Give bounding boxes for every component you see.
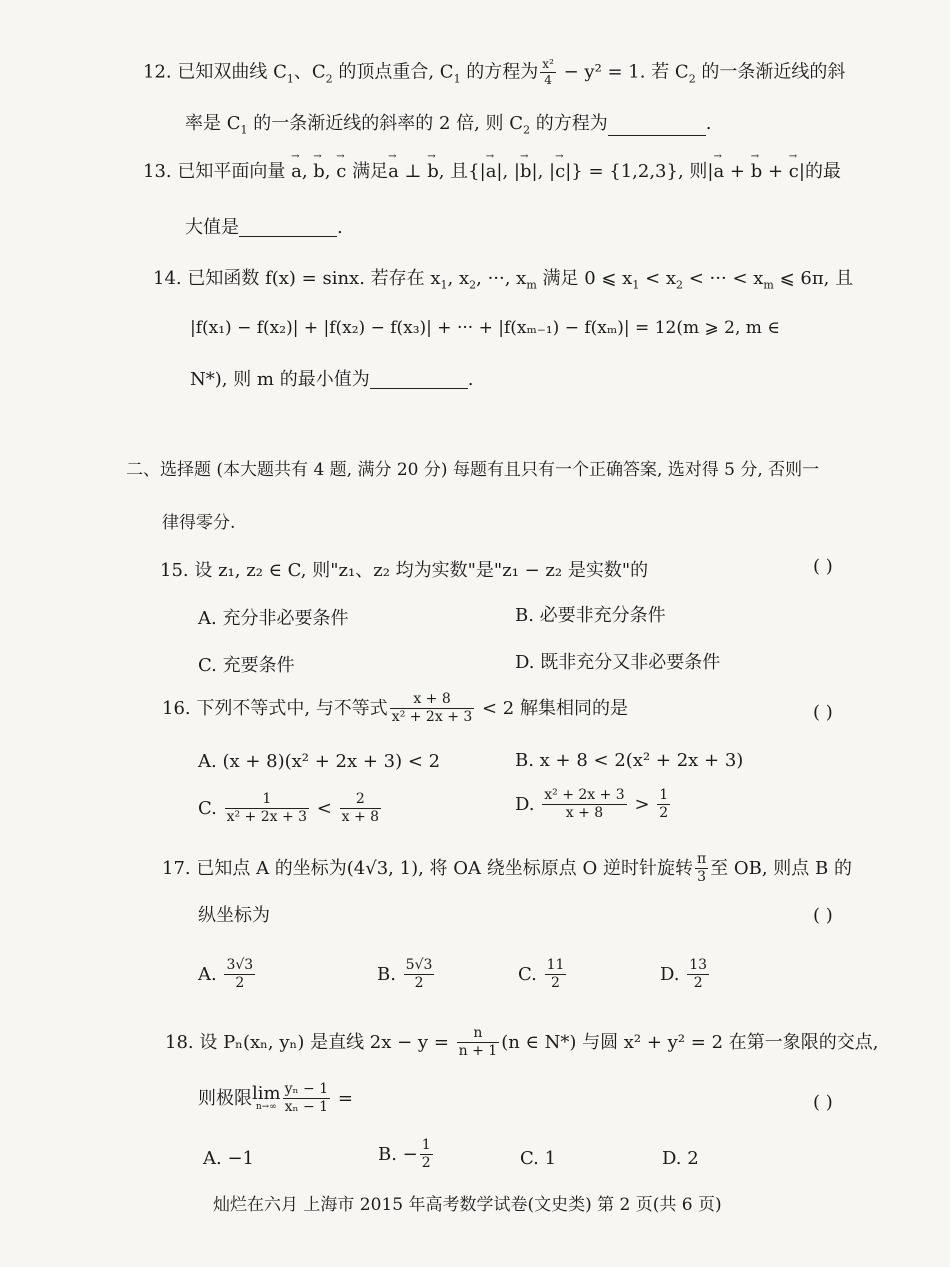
q17-option-a[interactable]: A. $\frac{3√3}{2}$ xyxy=(198,957,254,992)
q18-answer-paren[interactable]: ( ) xyxy=(813,1092,833,1113)
q16-fraction: $\frac{x + 8}{\text{x² + 2x + 3}}$ xyxy=(391,691,473,726)
q13-line1: 13. 已知平面向量 a →, b →, c → 满足a → ⊥ b →, 且{|a →|, |b →|, |c →|} = {1,2,3}, 则|a → + b → + c →|的最 xyxy=(143,163,841,181)
q16-answer-paren[interactable]: ( ) xyxy=(813,702,833,723)
q17-option-b[interactable]: B. $\frac{5√3}{2}$ xyxy=(377,957,433,992)
q18-line2: 则极限lim n→∞ $\frac{\text{yₙ − 1}}{\text{xₙ − 1}}$ = xyxy=(198,1081,353,1116)
q14-answer-blank[interactable] xyxy=(370,370,468,389)
q18-limit: lim n→∞ xyxy=(252,1083,281,1113)
q16-c-frac-right: $\frac{2}{x + 8}$ xyxy=(341,791,380,826)
q18-option-c[interactable]: C. 1 xyxy=(520,1148,557,1169)
q18-fraction: $\frac{n}{n + 1}$ xyxy=(458,1025,498,1060)
q12-line1: 12. 已知双曲线 $C_1$、$C_2$ 的顶点重合, $C_1$ 的方程为 $\frac{\text{x²}}{4}$ − y² = 1. 若 $C_2$ 的一条渐近线的斜 xyxy=(143,57,846,88)
q16-option-d[interactable]: D. $\frac{\text{x² + 2x + 3}}{x + 8}$ > $\frac{1}{2}$ xyxy=(515,787,669,822)
q18-limit-frac: $\frac{\text{yₙ − 1}}{\text{xₙ − 1}}$ xyxy=(284,1081,329,1116)
q17-option-c[interactable]: C. $\frac{11}{2}$ xyxy=(518,957,565,992)
q18-line1: 18. 设 Pₙ(xₙ, yₙ) 是直线 2x − y = $\frac{n}{n + 1}$ (n ∈ N*) 与圆 x² + y² = 2 在第一象限的交点, xyxy=(165,1025,879,1060)
q14-line2: |f(x₁) − f(x₂)| + |f(x₂) − f(x₃)| + ··· + |f(xₘ₋₁) − f(xₘ)| = 12(m ⩾ 2, m ∈ xyxy=(190,318,780,338)
q17-c-frac: $\frac{11}{2}$ xyxy=(546,957,565,992)
section2-title: 二、选择题 (本大题共有 4 题, 满分 20 分) 每题有且只有一个正确答案, 选对得 5 分, 否则一 xyxy=(126,460,820,480)
q18-option-d[interactable]: D. 2 xyxy=(662,1148,699,1169)
q15-option-d[interactable]: D. 既非充分又非必要条件 xyxy=(515,652,721,673)
q18-option-b[interactable]: B. − $\frac{1}{2}$ xyxy=(378,1137,431,1172)
q15-option-c[interactable]: C. 充要条件 xyxy=(198,655,295,676)
q17-angle-frac: $\frac{\pi}{3}$ xyxy=(696,851,707,886)
q16-option-a[interactable]: A. (x + 8)(x² + 2x + 3) < 2 xyxy=(198,751,441,772)
q17-a-frac: $\frac{3√3}{2}$ xyxy=(226,957,254,992)
q18-option-a[interactable]: A. −1 xyxy=(203,1148,254,1169)
q17-d-frac: $\frac{13}{2}$ xyxy=(689,957,708,992)
q12-fraction: $\frac{\text{x²}}{4}$ xyxy=(542,57,554,88)
q15-option-a[interactable]: A. 充分非必要条件 xyxy=(198,608,349,629)
section2-title-cont: 律得零分. xyxy=(162,513,236,533)
q18-b-frac: $\frac{1}{2}$ xyxy=(421,1137,431,1172)
q14-line1: 14. 已知函数 f(x) = sinx. 若存在 $x_1$, $x_2$, ···, $x_m$ 满足 0 ⩽ $x_1 < x_2$ < ··· < $x_m$ ⩽ 6π, 且 xyxy=(153,268,854,292)
q15-option-b[interactable]: B. 必要非充分条件 xyxy=(515,605,666,626)
q17-b-frac: $\frac{5√3}{2}$ xyxy=(405,957,433,992)
q16-stem: 16. 下列不等式中, 与不等式 $\frac{x + 8}{\text{x² + 2x + 3}}$ < 2 解集相同的是 xyxy=(162,691,628,726)
q15-stem: 15. 设 z₁, z₂ ∈ C, 则"z₁、z₂ 均为实数"是"z₁ − z₂ 是实数"的 xyxy=(160,560,649,581)
q16-d-frac-right: $\frac{1}{2}$ xyxy=(659,787,669,822)
q12-answer-blank[interactable] xyxy=(608,117,706,136)
q16-option-b[interactable]: B. x + 8 < 2(x² + 2x + 3) xyxy=(515,750,744,771)
q13-line2: 大值是 . xyxy=(185,217,343,238)
q17-line2: 纵坐标为 xyxy=(198,905,270,926)
q12-line2: 率是 $C_1$ 的一条渐近线的斜率的 2 倍, 则 $C_2$ 的方程为 . xyxy=(185,113,712,137)
q17-answer-paren[interactable]: ( ) xyxy=(813,905,833,926)
q16-option-c[interactable]: C. $\frac{1}{\text{x² + 2x + 3}}$ < $\frac{2}{x + 8}$ xyxy=(198,791,380,826)
page-footer: 灿烂在六月 上海市 2015 年高考数学试卷(文史类) 第 2 页(共 6 页) xyxy=(213,1195,722,1215)
q13-answer-blank[interactable] xyxy=(239,218,337,237)
q16-d-frac-left: $\frac{\text{x² + 2x + 3}}{x + 8}$ xyxy=(544,787,625,822)
q16-c-frac-left: $\frac{1}{\text{x² + 2x + 3}}$ xyxy=(226,791,308,826)
q14-line3: N*), 则 m 的最小值为 . xyxy=(190,369,474,390)
q17-option-d[interactable]: D. $\frac{13}{2}$ xyxy=(660,957,708,992)
q17-line1: 17. 已知点 A 的坐标为(4√3, 1), 将 OA 绕坐标原点 O 逆时针旋转 $\frac{\pi}{3}$ 至 OB, 则点 B 的 xyxy=(162,851,852,886)
q15-answer-paren[interactable]: ( ) xyxy=(813,556,833,577)
